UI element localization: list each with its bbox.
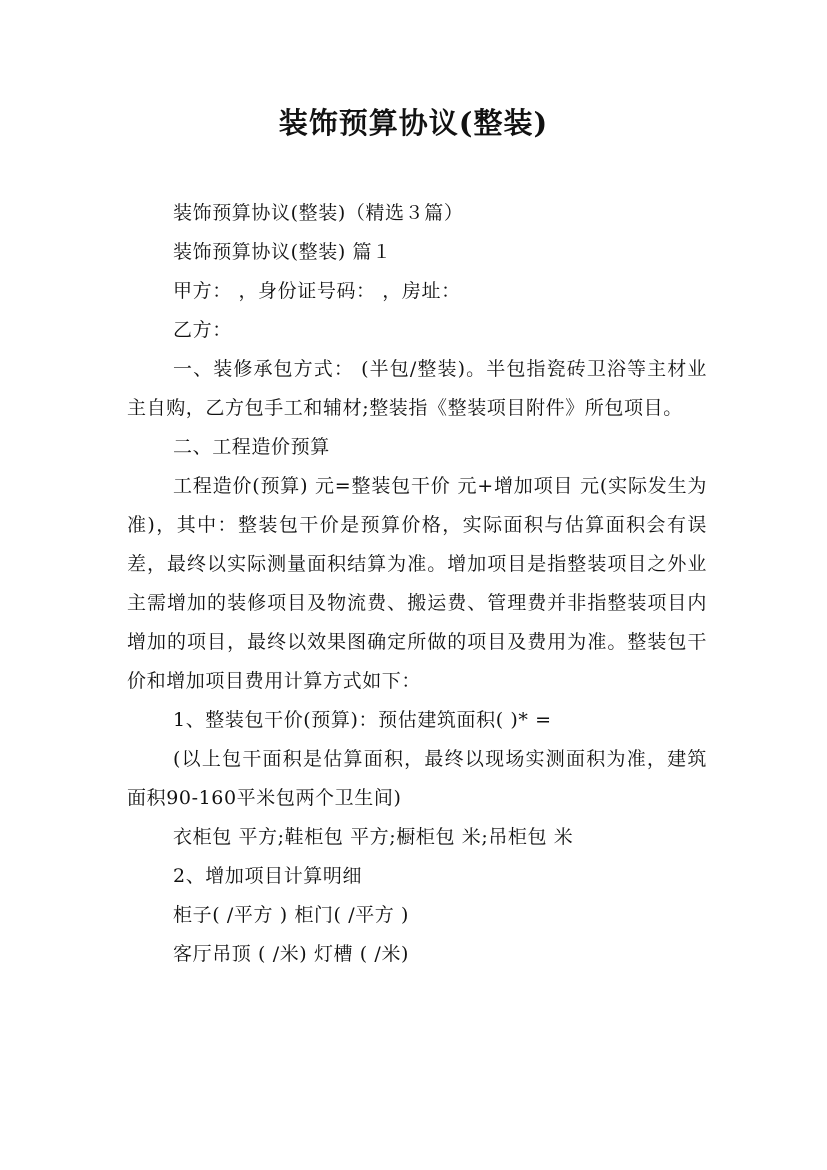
paragraph-package-price: 1、整装包干价(预算)：预估建筑面积( )* = (173, 709, 552, 731)
paragraph-party-b: 乙方： (173, 319, 232, 341)
paragraph-cost-heading: 二、工程造价预算 (173, 436, 330, 458)
paragraph-subtitle: 装饰预算协议(整装)（精选３篇） (173, 202, 464, 224)
paragraph-extra-items-heading: 2、增加项目计算明细 (173, 865, 363, 887)
paragraph-ceiling: 客厅吊顶 ( /米) 灯槽 ( /米) (173, 943, 410, 965)
paragraph-contract-method: 一、装修承包方式： (半包/整装)。半包指瓷砖卫浴等主材业主自购，乙方包手工和辅材;整装指《整装项目附件》所包项目。 (127, 358, 707, 419)
paragraph-cost-detail: 工程造价(预算) 元=整装包干价 元+增加项目 元(实际发生为准)，其中：整装包干价是预算价格，实际面积与估算面积会有误差，最终以实际测量面积结算为准。增加项目是指整装项目之外业主需增加的装修项目及物流费、搬运费、管理费并非指整装项目内增加的项目，最终以效果图确定所做的项目及费用为准。整装包干价和增加项目费用计算方式如下： (127, 475, 707, 692)
document-body (127, 194, 707, 974)
document-title: 装饰预算协议(整装) (278, 106, 549, 140)
paragraph-party-a: 甲方： ，身份证号码： ，房址： (173, 280, 461, 302)
paragraph-section-heading: 装饰预算协议(整装) 篇１ (173, 241, 392, 263)
paragraph-cabinet-doors: 柜子( /平方 ) 柜门( /平方 ) (173, 904, 410, 926)
paragraph-area-note: (以上包干面积是估算面积，最终以现场实测面积为准，建筑面积90-160平米包两个卫生间) (127, 748, 707, 809)
paragraph-cabinets: 衣柜包 平方;鞋柜包 平方;橱柜包 米;吊柜包 米 (173, 826, 574, 848)
